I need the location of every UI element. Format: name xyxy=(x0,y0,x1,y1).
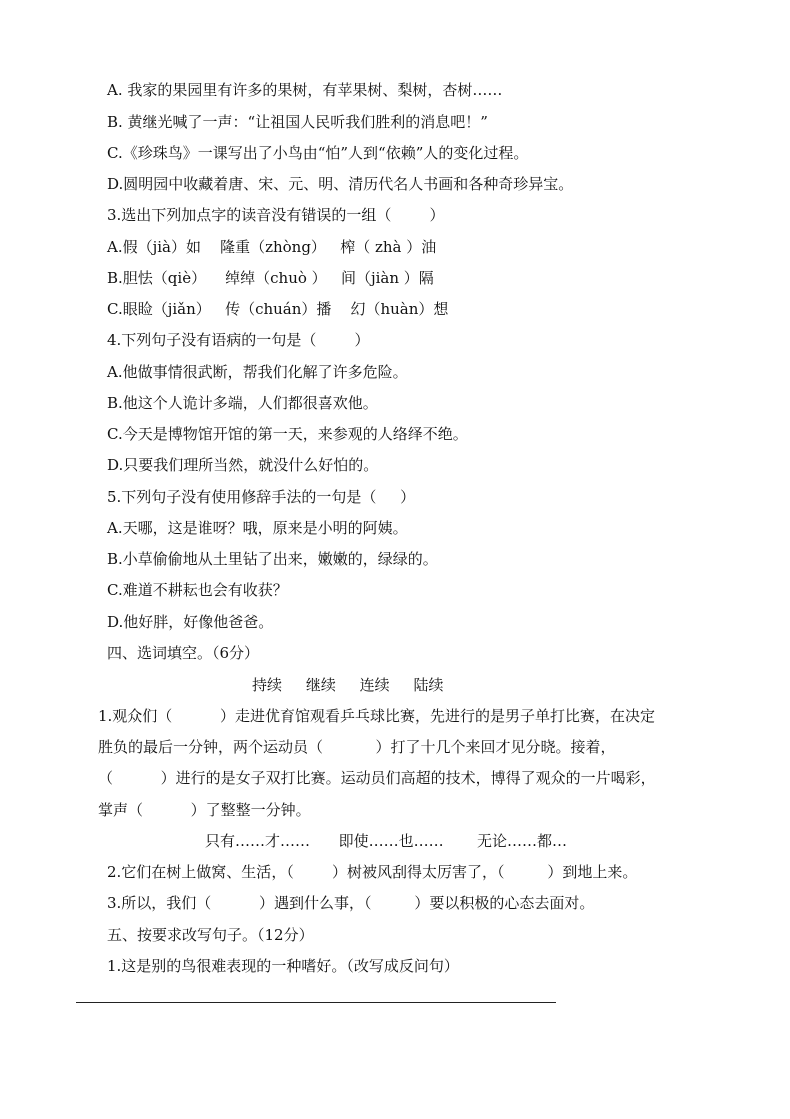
doc-line: D.他好胖，好像他爸爸。 xyxy=(107,613,274,631)
question-5: 5.下列句子没有使用修辞手法的一句是（ ） xyxy=(107,488,416,506)
doc-line: （ ）进行的是女子双打比赛。运动员们高超的技术，博得了观众的一片喝彩， xyxy=(98,769,656,787)
doc-line: 胜负的最后一分钟，两个运动员（ ）打了十几个来回才见分晓。接着， xyxy=(98,738,616,756)
question-4: 4.下列句子没有语病的一句是（ ） xyxy=(107,331,370,349)
doc-line: A.假（jià）如 隆重（zhòng） 榨（ zhà ）油 xyxy=(107,238,437,256)
doc-line: 1.观众们（ ）走进优育馆观看乒乓球比赛，先进行的是男子单打比赛，在决定 xyxy=(98,707,655,725)
doc-line: C.难道不耕耘也会有收获？ xyxy=(107,581,288,599)
doc-line: 3.所以，我们（ ）遇到什么事，（ ）要以积极的心态去面对。 xyxy=(107,894,595,912)
word-bank-conjunctions: 只有……才…… 即使……也…… 无论……都… xyxy=(205,832,567,850)
doc-line: D.圆明园中收藏着唐、宋、元、明、清历代名人书画和各种奇珍异宝。 xyxy=(107,175,574,193)
doc-line: A. 我家的果园里有许多的果树，有苹果树、梨树，杏树…… xyxy=(107,81,503,99)
answer-line xyxy=(76,1002,556,1003)
doc-line: B.小草偷偷地从土里钻了出来，嫩嫩的，绿绿的。 xyxy=(107,550,438,568)
doc-line: 掌声（ ）了整整一分钟。 xyxy=(98,801,311,819)
doc-line: B. 黄继光喊了一声：“让祖国人民听我们胜利的消息吧！” xyxy=(107,113,488,131)
doc-line: C.《珍珠鸟》一课写出了小鸟由“怕”人到“依赖”人的变化过程。 xyxy=(107,144,529,162)
section-heading-4: 四、选词填空。（6分） xyxy=(107,644,260,662)
question-3: 3.选出下列加点字的读音没有错误的一组（ ） xyxy=(107,206,445,224)
doc-line: 2.它们在树上做窝、生活，（ ）树被风刮得太厉害了，（ ）到地上来。 xyxy=(107,863,638,881)
word-bank: 持续 继续 连续 陆续 xyxy=(252,676,444,694)
doc-line: A.天哪，这是谁呀？哦，原来是小明的阿姨。 xyxy=(107,519,408,537)
doc-line: B.他这个人诡计多端，人们都很喜欢他。 xyxy=(107,394,378,412)
doc-line: A.他做事情很武断，帮我们化解了许多危险。 xyxy=(107,363,408,381)
doc-line: C.今天是博物馆开馆的第一天，来参观的人络绎不绝。 xyxy=(107,425,468,443)
doc-line: D.只要我们理所当然，就没什么好怕的。 xyxy=(107,456,379,474)
doc-line: 1.这是别的鸟很难表现的一种嗜好。（改写成反问句） xyxy=(107,957,459,975)
section-heading-5: 五、按要求改写句子。（12分） xyxy=(107,926,314,944)
doc-line: C.眼睑（jiǎn） 传（chuán）播 幻（huàn）想 xyxy=(107,300,449,318)
doc-line: B.胆怯（qiè） 绰绰（chuò ） 间（jiàn ）隔 xyxy=(107,269,434,287)
